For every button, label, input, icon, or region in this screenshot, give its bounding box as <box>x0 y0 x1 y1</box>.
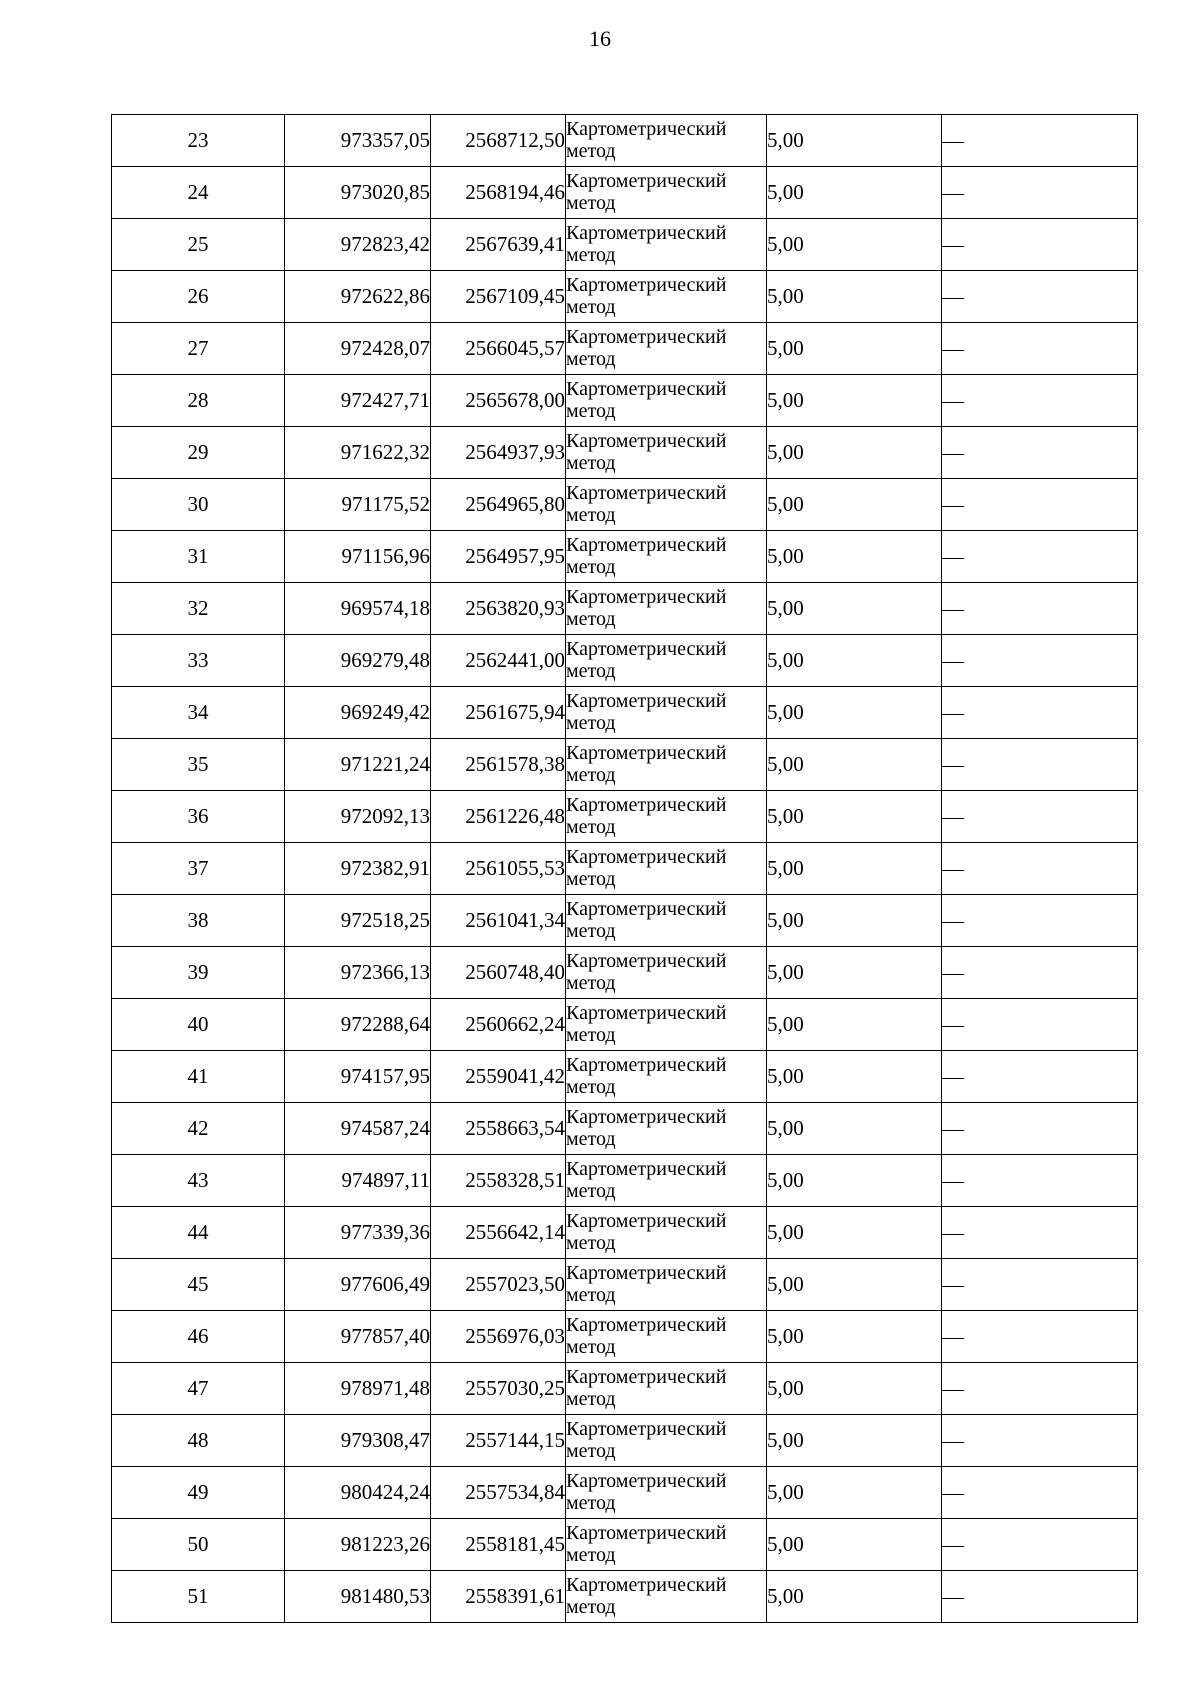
x-coordinate-cell: 981223,26 <box>285 1519 431 1571</box>
method-line-2: метод <box>566 971 616 994</box>
table-row <box>112 323 1138 375</box>
method-cell <box>566 375 767 427</box>
accuracy-cell: 5,00 <box>767 1519 942 1571</box>
x-coordinate-cell: 974897,11 <box>285 1155 431 1207</box>
y-coordinate-cell: 2558391,61 <box>431 1571 566 1623</box>
method-line-1: Картометрический <box>566 325 727 348</box>
y-coordinate-cell: 2567109,45 <box>431 271 566 323</box>
point-number-cell: 28 <box>112 375 285 427</box>
accuracy-cell: 5,00 <box>767 1311 942 1363</box>
y-coordinate-cell: 2561578,38 <box>431 739 566 791</box>
note-cell <box>942 271 1138 323</box>
method-line-2: метод <box>566 1179 616 1202</box>
method-line-2: метод <box>566 1335 616 1358</box>
method-cell <box>566 219 767 271</box>
x-coordinate-cell: 969279,48 <box>285 635 431 687</box>
em-dash <box>942 610 964 611</box>
table-row <box>112 791 1138 843</box>
note-cell <box>942 1571 1138 1623</box>
accuracy-cell: 5,00 <box>767 1415 942 1467</box>
method-line-2: метод <box>566 1231 616 1254</box>
method-cell <box>566 1207 767 1259</box>
y-coordinate-cell: 2563820,93 <box>431 583 566 635</box>
method-line-2: метод <box>566 1075 616 1098</box>
method-line-1: Картометрический <box>566 377 727 400</box>
method-line-2: метод <box>566 191 616 214</box>
method-cell <box>566 687 767 739</box>
em-dash <box>942 1442 964 1443</box>
y-coordinate-cell: 2558328,51 <box>431 1155 566 1207</box>
table-row <box>112 1571 1138 1623</box>
method-line-1: Картометрический <box>566 429 727 452</box>
x-coordinate-cell: 972518,25 <box>285 895 431 947</box>
point-number-cell: 42 <box>112 1103 285 1155</box>
method-line-2: метод <box>566 451 616 474</box>
method-cell <box>566 1103 767 1155</box>
accuracy-cell: 5,00 <box>767 687 942 739</box>
x-coordinate-cell: 972288,64 <box>285 999 431 1051</box>
note-cell <box>942 479 1138 531</box>
em-dash <box>942 1078 964 1079</box>
y-coordinate-cell: 2562441,00 <box>431 635 566 687</box>
y-coordinate-cell: 2561226,48 <box>431 791 566 843</box>
x-coordinate-cell: 972427,71 <box>285 375 431 427</box>
em-dash <box>942 350 964 351</box>
method-line-1: Картометрический <box>566 481 727 504</box>
point-number-cell: 29 <box>112 427 285 479</box>
method-cell <box>566 999 767 1051</box>
method-line-1: Картометрический <box>566 221 727 244</box>
x-coordinate-cell: 977339,36 <box>285 1207 431 1259</box>
method-cell <box>566 1051 767 1103</box>
y-coordinate-cell: 2561675,94 <box>431 687 566 739</box>
table-row <box>112 219 1138 271</box>
note-cell <box>942 1415 1138 1467</box>
table-row <box>112 479 1138 531</box>
method-line-2: метод <box>566 659 616 682</box>
y-coordinate-cell: 2568712,50 <box>431 115 566 167</box>
x-coordinate-cell: 969249,42 <box>285 687 431 739</box>
note-cell <box>942 115 1138 167</box>
em-dash <box>942 194 964 195</box>
x-coordinate-cell: 981480,53 <box>285 1571 431 1623</box>
note-cell <box>942 167 1138 219</box>
x-coordinate-cell: 972382,91 <box>285 843 431 895</box>
table-row <box>112 375 1138 427</box>
point-number-cell: 45 <box>112 1259 285 1311</box>
point-number-cell: 35 <box>112 739 285 791</box>
accuracy-cell: 5,00 <box>767 115 942 167</box>
x-coordinate-cell: 971156,96 <box>285 531 431 583</box>
table-row <box>112 271 1138 323</box>
method-line-1: Картометрический <box>566 1521 727 1544</box>
x-coordinate-cell: 974587,24 <box>285 1103 431 1155</box>
x-coordinate-cell: 979308,47 <box>285 1415 431 1467</box>
table-row <box>112 739 1138 791</box>
method-cell <box>566 739 767 791</box>
accuracy-cell: 5,00 <box>767 323 942 375</box>
em-dash <box>942 506 964 507</box>
y-coordinate-cell: 2557534,84 <box>431 1467 566 1519</box>
note-cell <box>942 791 1138 843</box>
x-coordinate-cell: 969574,18 <box>285 583 431 635</box>
em-dash <box>942 454 964 455</box>
method-line-2: метод <box>566 1387 616 1410</box>
em-dash <box>942 298 964 299</box>
method-cell <box>566 271 767 323</box>
em-dash <box>942 662 964 663</box>
em-dash <box>942 1286 964 1287</box>
em-dash <box>942 1390 964 1391</box>
x-coordinate-cell: 972428,07 <box>285 323 431 375</box>
point-number-cell: 32 <box>112 583 285 635</box>
point-number-cell: 27 <box>112 323 285 375</box>
note-cell <box>942 323 1138 375</box>
method-line-2: метод <box>566 399 616 422</box>
x-coordinate-cell: 977857,40 <box>285 1311 431 1363</box>
accuracy-cell: 5,00 <box>767 583 942 635</box>
table-row <box>112 1155 1138 1207</box>
y-coordinate-cell: 2557144,15 <box>431 1415 566 1467</box>
accuracy-cell: 5,00 <box>767 791 942 843</box>
point-number-cell: 30 <box>112 479 285 531</box>
table-row <box>112 1259 1138 1311</box>
method-line-1: Картометрический <box>566 1469 727 1492</box>
point-number-cell: 39 <box>112 947 285 999</box>
y-coordinate-cell: 2564937,93 <box>431 427 566 479</box>
method-line-2: метод <box>566 1543 616 1566</box>
method-line-1: Картометрический <box>566 1573 727 1596</box>
method-cell <box>566 791 767 843</box>
method-cell <box>566 895 767 947</box>
table-row <box>112 947 1138 999</box>
em-dash <box>942 714 964 715</box>
point-number-cell: 50 <box>112 1519 285 1571</box>
x-coordinate-cell: 980424,24 <box>285 1467 431 1519</box>
coordinates-table <box>111 114 1138 1623</box>
table-row <box>112 843 1138 895</box>
x-coordinate-cell: 972092,13 <box>285 791 431 843</box>
em-dash <box>942 818 964 819</box>
method-line-2: метод <box>566 607 616 630</box>
em-dash <box>942 1546 964 1547</box>
method-line-2: метод <box>566 815 616 838</box>
method-line-1: Картометрический <box>566 1313 727 1336</box>
x-coordinate-cell: 972823,42 <box>285 219 431 271</box>
em-dash <box>942 974 964 975</box>
note-cell <box>942 531 1138 583</box>
method-line-2: метод <box>566 1283 616 1306</box>
note-cell <box>942 1467 1138 1519</box>
method-cell <box>566 1519 767 1571</box>
point-number-cell: 38 <box>112 895 285 947</box>
accuracy-cell: 5,00 <box>767 1051 942 1103</box>
method-line-2: метод <box>566 1439 616 1462</box>
note-cell <box>942 1103 1138 1155</box>
note-cell <box>942 999 1138 1051</box>
note-cell <box>942 947 1138 999</box>
y-coordinate-cell: 2556642,14 <box>431 1207 566 1259</box>
em-dash <box>942 246 964 247</box>
em-dash <box>942 142 964 143</box>
point-number-cell: 41 <box>112 1051 285 1103</box>
note-cell <box>942 583 1138 635</box>
table-row <box>112 1311 1138 1363</box>
method-line-1: Картометрический <box>566 1105 727 1128</box>
point-number-cell: 49 <box>112 1467 285 1519</box>
table-row <box>112 1363 1138 1415</box>
accuracy-cell: 5,00 <box>767 375 942 427</box>
table-row <box>112 167 1138 219</box>
accuracy-cell: 5,00 <box>767 999 942 1051</box>
point-number-cell: 37 <box>112 843 285 895</box>
note-cell <box>942 375 1138 427</box>
method-cell <box>566 1259 767 1311</box>
point-number-cell: 46 <box>112 1311 285 1363</box>
note-cell <box>942 739 1138 791</box>
accuracy-cell: 5,00 <box>767 1363 942 1415</box>
method-line-1: Картометрический <box>566 1365 727 1388</box>
method-line-2: метод <box>566 867 616 890</box>
point-number-cell: 40 <box>112 999 285 1051</box>
note-cell <box>942 843 1138 895</box>
note-cell <box>942 1259 1138 1311</box>
note-cell <box>942 895 1138 947</box>
y-coordinate-cell: 2567639,41 <box>431 219 566 271</box>
x-coordinate-cell: 972622,86 <box>285 271 431 323</box>
method-line-2: метод <box>566 763 616 786</box>
x-coordinate-cell: 974157,95 <box>285 1051 431 1103</box>
method-line-2: метод <box>566 555 616 578</box>
accuracy-cell: 5,00 <box>767 739 942 791</box>
method-line-1: Картометрический <box>566 689 727 712</box>
method-cell <box>566 1363 767 1415</box>
point-number-cell: 23 <box>112 115 285 167</box>
method-line-2: метод <box>566 295 616 318</box>
x-coordinate-cell: 971622,32 <box>285 427 431 479</box>
method-cell <box>566 167 767 219</box>
method-line-1: Картометрический <box>566 637 727 660</box>
method-line-2: метод <box>566 347 616 370</box>
em-dash <box>942 402 964 403</box>
note-cell <box>942 1207 1138 1259</box>
method-line-2: метод <box>566 711 616 734</box>
method-line-1: Картометрический <box>566 169 727 192</box>
table-row <box>112 635 1138 687</box>
method-line-1: Картометрический <box>566 1157 727 1180</box>
x-coordinate-cell: 973357,05 <box>285 115 431 167</box>
accuracy-cell: 5,00 <box>767 1103 942 1155</box>
method-line-1: Картометрический <box>566 1001 727 1024</box>
em-dash <box>942 1182 964 1183</box>
em-dash <box>942 1598 964 1599</box>
method-cell <box>566 323 767 375</box>
method-cell <box>566 427 767 479</box>
accuracy-cell: 5,00 <box>767 1571 942 1623</box>
em-dash <box>942 1234 964 1235</box>
em-dash <box>942 558 964 559</box>
method-line-1: Картометрический <box>566 1261 727 1284</box>
accuracy-cell: 5,00 <box>767 1155 942 1207</box>
method-line-2: метод <box>566 1595 616 1618</box>
table-row <box>112 1051 1138 1103</box>
method-line-1: Картометрический <box>566 1053 727 1076</box>
x-coordinate-cell: 977606,49 <box>285 1259 431 1311</box>
note-cell <box>942 427 1138 479</box>
point-number-cell: 24 <box>112 167 285 219</box>
point-number-cell: 36 <box>112 791 285 843</box>
point-number-cell: 51 <box>112 1571 285 1623</box>
method-line-2: метод <box>566 1023 616 1046</box>
em-dash <box>942 1338 964 1339</box>
y-coordinate-cell: 2564957,95 <box>431 531 566 583</box>
y-coordinate-cell: 2557023,50 <box>431 1259 566 1311</box>
y-coordinate-cell: 2558181,45 <box>431 1519 566 1571</box>
em-dash <box>942 766 964 767</box>
method-cell <box>566 1571 767 1623</box>
accuracy-cell: 5,00 <box>767 895 942 947</box>
method-cell <box>566 479 767 531</box>
method-line-2: метод <box>566 243 616 266</box>
em-dash <box>942 1494 964 1495</box>
y-coordinate-cell: 2560662,24 <box>431 999 566 1051</box>
method-cell <box>566 635 767 687</box>
x-coordinate-cell: 972366,13 <box>285 947 431 999</box>
accuracy-cell: 5,00 <box>767 167 942 219</box>
accuracy-cell: 5,00 <box>767 219 942 271</box>
note-cell <box>942 1155 1138 1207</box>
note-cell <box>942 635 1138 687</box>
y-coordinate-cell: 2558663,54 <box>431 1103 566 1155</box>
note-cell <box>942 1051 1138 1103</box>
y-coordinate-cell: 2556976,03 <box>431 1311 566 1363</box>
point-number-cell: 47 <box>112 1363 285 1415</box>
y-coordinate-cell: 2561055,53 <box>431 843 566 895</box>
accuracy-cell: 5,00 <box>767 1467 942 1519</box>
accuracy-cell: 5,00 <box>767 947 942 999</box>
em-dash <box>942 922 964 923</box>
method-cell <box>566 843 767 895</box>
y-coordinate-cell: 2565678,00 <box>431 375 566 427</box>
accuracy-cell: 5,00 <box>767 427 942 479</box>
note-cell <box>942 219 1138 271</box>
table-row <box>112 1103 1138 1155</box>
method-cell <box>566 1415 767 1467</box>
point-number-cell: 48 <box>112 1415 285 1467</box>
method-line-1: Картометрический <box>566 585 727 608</box>
table-row <box>112 895 1138 947</box>
y-coordinate-cell: 2560748,40 <box>431 947 566 999</box>
accuracy-cell: 5,00 <box>767 531 942 583</box>
y-coordinate-cell: 2566045,57 <box>431 323 566 375</box>
method-line-1: Картометрический <box>566 1417 727 1440</box>
point-number-cell: 26 <box>112 271 285 323</box>
table-row <box>112 1467 1138 1519</box>
y-coordinate-cell: 2559041,42 <box>431 1051 566 1103</box>
method-line-2: метод <box>566 139 616 162</box>
em-dash <box>942 870 964 871</box>
method-line-2: метод <box>566 503 616 526</box>
table-row <box>112 1415 1138 1467</box>
method-cell <box>566 115 767 167</box>
method-cell <box>566 531 767 583</box>
method-cell <box>566 1467 767 1519</box>
method-line-1: Картометрический <box>566 273 727 296</box>
point-number-cell: 43 <box>112 1155 285 1207</box>
point-number-cell: 33 <box>112 635 285 687</box>
method-line-1: Картометрический <box>566 949 727 972</box>
method-cell <box>566 1311 767 1363</box>
table-row <box>112 427 1138 479</box>
note-cell <box>942 687 1138 739</box>
method-line-1: Картометрический <box>566 793 727 816</box>
y-coordinate-cell: 2561041,34 <box>431 895 566 947</box>
note-cell <box>942 1363 1138 1415</box>
x-coordinate-cell: 971221,24 <box>285 739 431 791</box>
em-dash <box>942 1130 964 1131</box>
accuracy-cell: 5,00 <box>767 1259 942 1311</box>
method-line-1: Картометрический <box>566 845 727 868</box>
x-coordinate-cell: 971175,52 <box>285 479 431 531</box>
coordinates-table-body <box>112 115 1138 1623</box>
table-row <box>112 583 1138 635</box>
point-number-cell: 25 <box>112 219 285 271</box>
accuracy-cell: 5,00 <box>767 479 942 531</box>
y-coordinate-cell: 2568194,46 <box>431 167 566 219</box>
point-number-cell: 31 <box>112 531 285 583</box>
method-cell <box>566 947 767 999</box>
table-row <box>112 1207 1138 1259</box>
y-coordinate-cell: 2564965,80 <box>431 479 566 531</box>
note-cell <box>942 1311 1138 1363</box>
accuracy-cell: 5,00 <box>767 635 942 687</box>
table-row <box>112 687 1138 739</box>
method-line-1: Картометрический <box>566 897 727 920</box>
page-number: 16 <box>589 26 611 51</box>
method-line-1: Картометрический <box>566 741 727 764</box>
em-dash <box>942 1026 964 1027</box>
method-line-1: Картометрический <box>566 117 727 140</box>
y-coordinate-cell: 2557030,25 <box>431 1363 566 1415</box>
table-row <box>112 999 1138 1051</box>
accuracy-cell: 5,00 <box>767 271 942 323</box>
accuracy-cell: 5,00 <box>767 843 942 895</box>
method-line-1: Картометрический <box>566 1209 727 1232</box>
x-coordinate-cell: 973020,85 <box>285 167 431 219</box>
x-coordinate-cell: 978971,48 <box>285 1363 431 1415</box>
method-line-2: метод <box>566 1127 616 1150</box>
point-number-cell: 34 <box>112 687 285 739</box>
method-cell <box>566 583 767 635</box>
note-cell <box>942 1519 1138 1571</box>
accuracy-cell: 5,00 <box>767 1207 942 1259</box>
method-line-1: Картометрический <box>566 533 727 556</box>
table-row <box>112 531 1138 583</box>
table-row <box>112 115 1138 167</box>
method-line-2: метод <box>566 919 616 942</box>
table-row <box>112 1519 1138 1571</box>
point-number-cell: 44 <box>112 1207 285 1259</box>
method-line-2: метод <box>566 1491 616 1514</box>
method-cell <box>566 1155 767 1207</box>
